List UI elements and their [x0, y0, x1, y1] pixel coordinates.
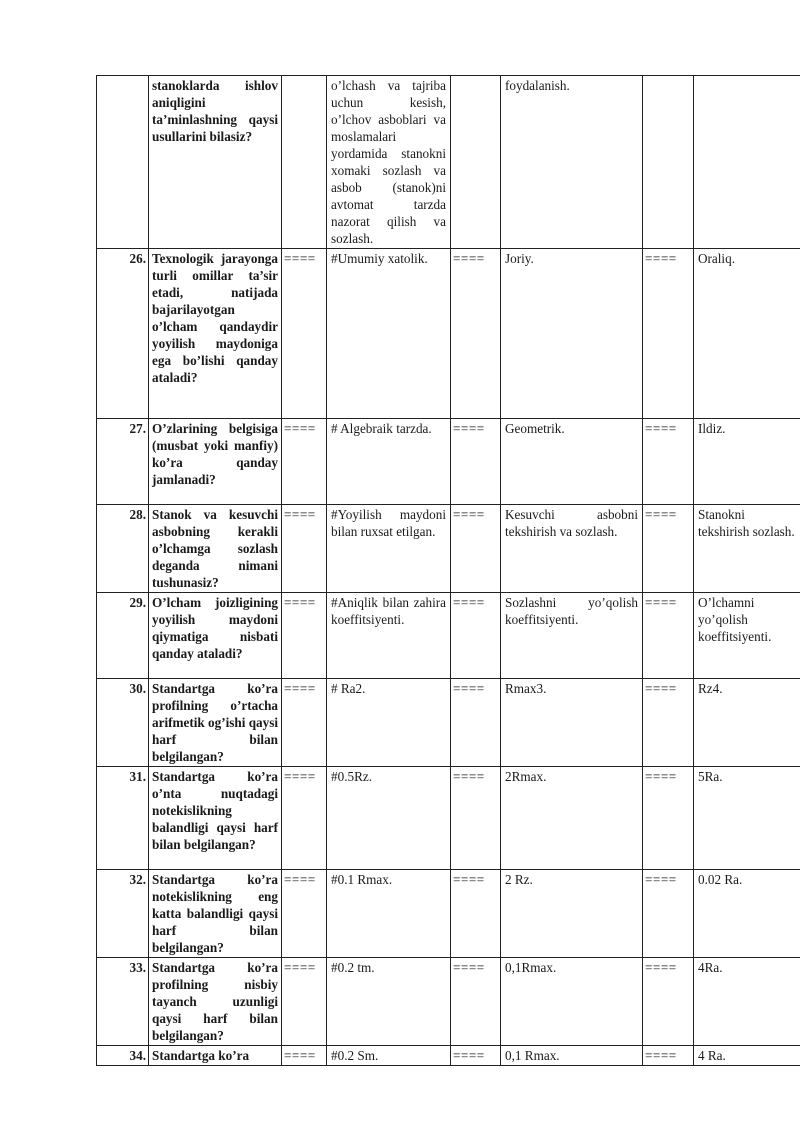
question-number: 32.	[97, 870, 149, 958]
answer-option: Oraliq.	[694, 249, 800, 419]
answer-correct: #0.5Rz.	[327, 767, 451, 870]
separator-cell: ====	[643, 593, 694, 679]
separator-cell: ====	[282, 1046, 327, 1066]
table-row	[97, 419, 800, 505]
answer-option: Rz4.	[694, 679, 800, 767]
separator-cell	[643, 76, 694, 249]
question-number: 27.	[97, 419, 149, 505]
separator-cell: ====	[643, 767, 694, 870]
answer-correct: #Umumiy xatolik.	[327, 249, 451, 419]
answer-option: 5Ra.	[694, 767, 800, 870]
table-row	[97, 1046, 800, 1066]
separator-cell: ====	[643, 249, 694, 419]
question-text: Standartga ko’ra	[149, 1046, 282, 1066]
answer-option: 2 Rz.	[501, 870, 643, 958]
question-number: 30.	[97, 679, 149, 767]
separator-cell: ====	[451, 958, 501, 1046]
answer-option: Geometrik.	[501, 419, 643, 505]
separator-cell: ====	[282, 505, 327, 593]
answer-option: 0.02 Ra.	[694, 870, 800, 958]
question-text: O’lcham joizligining yoyilish maydoni qiymatiga nisbati qanday ataladi?	[149, 593, 282, 679]
table-row	[97, 593, 800, 679]
question-text: Texnologik jarayonga turli omillar ta’sir etadi, natijada bajarilayotgan o’lcham qandaydir yoyilish maydoniga ega bo’lishi qanday ataladi?	[149, 249, 282, 419]
table-row	[97, 870, 800, 958]
separator-cell: ====	[451, 593, 501, 679]
answer-correct: #Aniqlik bilan zahira koeffitsiyenti.	[327, 593, 451, 679]
answer-correct: #Yoyilish maydoni bilan ruxsat etilgan.	[327, 505, 451, 593]
question-text: Standartga ko’ra profilning o’rtacha arifmetik og’ishi qaysi harf bilan belgilangan?	[149, 679, 282, 767]
table-row	[97, 958, 800, 1046]
answer-correct: # Algebraik tarzda.	[327, 419, 451, 505]
answer-option: Sozlashni yo’qolish koeffitsiyenti.	[501, 593, 643, 679]
question-text: O’zlarining belgisiga (musbat yoki manfiy) ko’ra qanday jamlanadi?	[149, 419, 282, 505]
answer-correct: #0.2 tm.	[327, 958, 451, 1046]
table-row	[97, 679, 800, 767]
question-text: Standartga ko’ra o’nta nuqtadagi notekislikning balandligi qaysi harf bilan belgilangan?	[149, 767, 282, 870]
answer-option: Ildiz.	[694, 419, 800, 505]
answer-option: Joriy.	[501, 249, 643, 419]
answer-option: Kesuvchi asbobni tekshirish va sozlash.	[501, 505, 643, 593]
answer-option: Rmax3.	[501, 679, 643, 767]
answer-correct: o’lchash va tajriba uchun kesish, o’lchov asboblari va moslamalari yordamida stanokni xomaki sozlash va asbob (stanok)ni avtomat tarzda nazorat qilish va sozlash.	[327, 76, 451, 249]
separator-cell: ====	[451, 767, 501, 870]
question-text: Standartga ko’ra profilning nisbiy tayanch uzunligi qaysi harf bilan belgilangan?	[149, 958, 282, 1046]
answer-option: 4Ra.	[694, 958, 800, 1046]
table-row	[97, 767, 800, 870]
question-number: 29.	[97, 593, 149, 679]
separator-cell	[451, 76, 501, 249]
answer-option: Stanokni tekshirish sozlash.	[694, 505, 800, 593]
answer-option: foydalanish.	[501, 76, 643, 249]
answer-option	[694, 76, 800, 249]
separator-cell	[282, 76, 327, 249]
separator-cell: ====	[451, 870, 501, 958]
table-row	[97, 505, 800, 593]
separator-cell: ====	[643, 870, 694, 958]
separator-cell: ====	[282, 419, 327, 505]
answer-option: 0,1Rmax.	[501, 958, 643, 1046]
answer-option: 0,1 Rmax.	[501, 1046, 643, 1066]
separator-cell: ====	[282, 958, 327, 1046]
separator-cell: ====	[451, 249, 501, 419]
separator-cell: ====	[451, 505, 501, 593]
answer-correct: # Ra2.	[327, 679, 451, 767]
separator-cell: ====	[451, 1046, 501, 1066]
question-text: stanoklarda ishlov aniqligini ta’minlashning qaysi usullarini bilasiz?	[149, 76, 282, 249]
table-row	[97, 76, 800, 249]
question-number: 26.	[97, 249, 149, 419]
separator-cell: ====	[643, 679, 694, 767]
quiz-table	[96, 75, 800, 1066]
separator-cell: ====	[451, 679, 501, 767]
separator-cell: ====	[282, 870, 327, 958]
separator-cell: ====	[451, 419, 501, 505]
separator-cell: ====	[282, 593, 327, 679]
separator-cell: ====	[643, 505, 694, 593]
question-number	[97, 76, 149, 249]
separator-cell: ====	[643, 958, 694, 1046]
question-number: 33.	[97, 958, 149, 1046]
question-number: 34.	[97, 1046, 149, 1066]
question-text: Standartga ko’ra notekislikning eng katta balandligi qaysi harf bilan belgilangan?	[149, 870, 282, 958]
answer-option: 2Rmax.	[501, 767, 643, 870]
separator-cell: ====	[643, 1046, 694, 1066]
question-number: 28.	[97, 505, 149, 593]
separator-cell: ====	[282, 679, 327, 767]
answer-correct: #0.1 Rmax.	[327, 870, 451, 958]
separator-cell: ====	[643, 419, 694, 505]
answer-option: 4 Ra.	[694, 1046, 800, 1066]
question-text: Stanok va kesuvchi asbobning kerakli o’lchamga sozlash deganda nimani tushunasiz?	[149, 505, 282, 593]
separator-cell: ====	[282, 767, 327, 870]
separator-cell: ====	[282, 249, 327, 419]
table-row	[97, 249, 800, 419]
question-number: 31.	[97, 767, 149, 870]
answer-correct: #0.2 Sm.	[327, 1046, 451, 1066]
answer-option: O’lchamni yo’qolish koeffitsiyenti.	[694, 593, 800, 679]
